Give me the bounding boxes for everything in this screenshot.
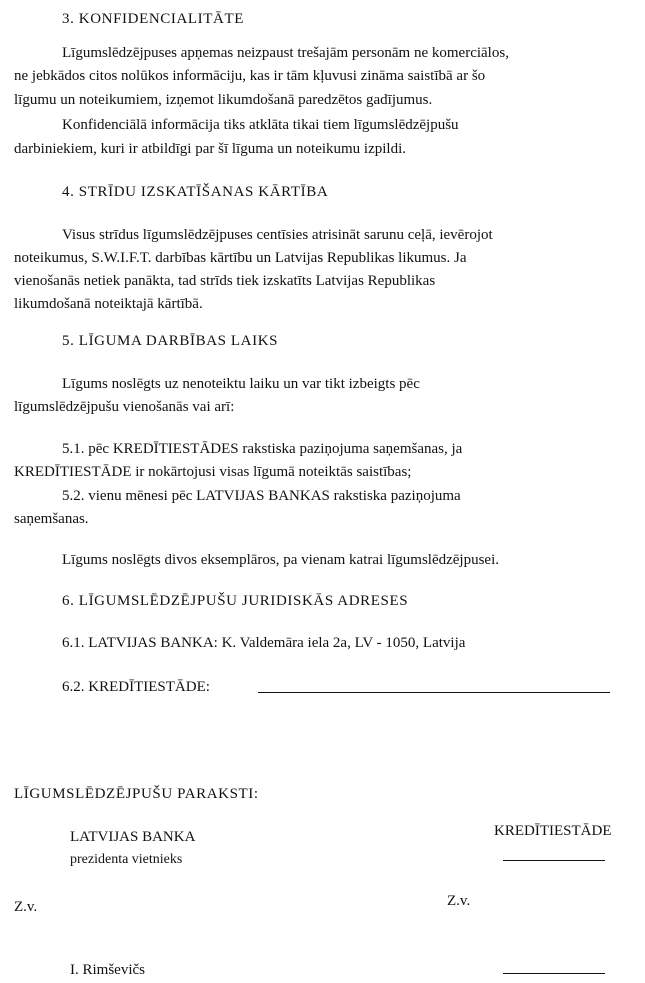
right-signatory-org: KREDĪTIESTĀDE <box>494 823 612 839</box>
right-name-line <box>503 973 605 974</box>
right-signature-line <box>503 860 605 861</box>
left-zv: Z.v. <box>14 899 38 915</box>
section-4-heading: 4. STRĪDU IZSKATĪŠANAS KĀRTĪBA <box>62 184 329 200</box>
left-signatory-org: LATVIJAS BANKA <box>70 829 196 845</box>
section-6-address-1: 6.1. LATVIJAS BANKA: K. Valdemāra iela 2a, LV - 1050, Latvija <box>62 635 466 651</box>
section-3-para1-line3: līgumu un noteikumiem, izņemot likumdošanā paredzētos gadījumus. <box>14 92 433 108</box>
section-5-heading: 5. LĪGUMA DARBĪBAS LAIKS <box>62 333 279 349</box>
section-5-item1-line2: KREDĪTIESTĀDE ir nokārtojusi visas līgumā noteiktās saistības; <box>14 464 412 480</box>
section-4-para-line2: noteikumus, S.W.I.F.T. darbības kārtību un Latvijas Republikas likumus. Ja <box>14 250 467 266</box>
section-5-para-line1: Līgums noslēgts uz nenoteiktu laiku un var tikt izbeigts pēc <box>62 376 420 392</box>
section-4-para-line4: likumdošanā noteiktajā kārtībā. <box>14 296 203 312</box>
right-zv: Z.v. <box>447 893 471 909</box>
left-signatory-name: I. Rimševičs <box>70 962 145 978</box>
section-5-item2-line1: 5.2. vienu mēnesi pēc LATVIJAS BANKAS rakstiska paziņojuma <box>62 488 461 504</box>
section-3-heading: 3. KONFIDENCIALITĀTE <box>62 11 244 27</box>
address-2-blank-line <box>258 692 610 693</box>
section-4-para-line3: vienošanās netiek panākta, tad strīds tiek izskatīts Latvijas Republikas <box>14 273 436 289</box>
section-6-address-2-label: 6.2. KREDĪTIESTĀDE: <box>62 679 210 695</box>
section-4-para-line1: Visus strīdus līgumslēdzējpuses centīsies atrisināt sarunu ceļā, ievērojot <box>62 227 493 243</box>
section-3-para1-line1: Līgumslēdzējpuses apņemas neizpaust trešajām personām ne komerciālos, <box>62 45 509 61</box>
section-6-heading: 6. LĪGUMSLĒDZĒJPUŠU JURIDISKĀS ADRESES <box>62 593 409 609</box>
section-3-para2-line1: Konfidenciālā informācija tiks atklāta tikai tiem līgumslēdzējpušu <box>62 117 459 133</box>
signatures-heading: LĪGUMSLĒDZĒJPUŠU PARAKSTI: <box>14 786 259 802</box>
left-signatory-position: prezidenta vietnieks <box>70 852 183 867</box>
section-3-para2-line2: darbiniekiem, kuri ir atbildīgi par šī līguma un noteikumu izpildi. <box>14 141 407 157</box>
section-5-closing: Līgums noslēgts divos eksemplāros, pa vienam katrai līgumslēdzējpusei. <box>62 552 499 568</box>
section-5-para-line2: līgumslēdzējpušu vienošanās vai arī: <box>14 399 235 415</box>
section-5-item1-line1: 5.1. pēc KREDĪTIESTĀDES rakstiska paziņojuma saņemšanas, ja <box>62 441 463 457</box>
section-3-para1-line2: ne jebkādos citos nolūkos informāciju, kas ir tām kļuvusi zināma saistībā ar šo <box>14 68 486 84</box>
section-5-item2-line2: saņemšanas. <box>14 511 89 527</box>
